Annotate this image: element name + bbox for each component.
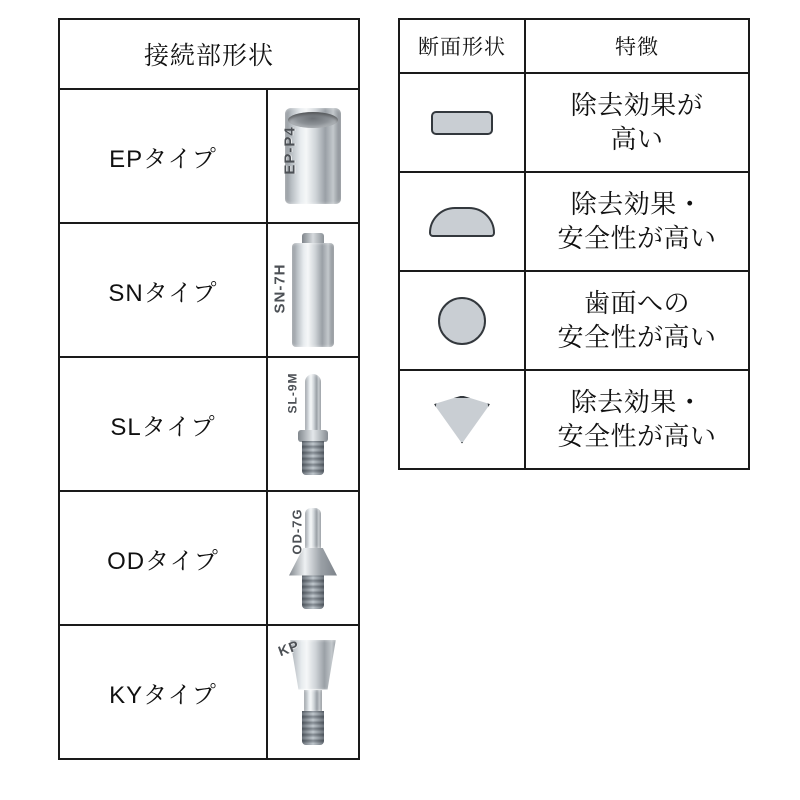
table-row bbox=[60, 90, 358, 224]
feature-line-2: 高い bbox=[610, 123, 664, 154]
feature-line-1: 除去効果・ bbox=[570, 387, 704, 418]
table-row bbox=[60, 492, 358, 626]
cross-section-cell bbox=[400, 371, 526, 468]
sl-pin-icon bbox=[305, 374, 321, 432]
table-row bbox=[60, 224, 358, 358]
connector-tip-od-image bbox=[268, 492, 358, 624]
cross-section-cell bbox=[400, 272, 526, 369]
feature-cell bbox=[526, 74, 748, 171]
table-row bbox=[60, 626, 358, 758]
feature-cell bbox=[526, 272, 748, 369]
rounded-rectangle-shape-icon bbox=[431, 111, 493, 135]
od-stem-icon bbox=[305, 508, 321, 548]
feature-line-2: 安全性が高い bbox=[557, 222, 717, 253]
table-row bbox=[400, 173, 748, 272]
feature-header-label: 特徴 bbox=[615, 36, 659, 59]
connector-type-label: ODタイプ bbox=[60, 492, 268, 624]
sl-etch-label: SL-9M bbox=[285, 372, 300, 414]
connector-type-label: KYタイプ bbox=[60, 626, 268, 758]
feature-line-2: 安全性が高い bbox=[557, 420, 717, 451]
dome-shape-icon bbox=[429, 207, 495, 237]
connector-type-label: SLタイプ bbox=[60, 358, 268, 490]
connector-shape-table bbox=[58, 18, 360, 760]
feature-line-2: 安全性が高い bbox=[557, 321, 717, 352]
connector-type-label: SNタイプ bbox=[60, 224, 268, 356]
table-header-row bbox=[400, 20, 748, 74]
sn-sleeve-icon bbox=[292, 243, 334, 347]
table-row bbox=[400, 272, 748, 371]
circle-shape-icon bbox=[438, 297, 486, 345]
shield-shape-icon bbox=[434, 396, 490, 444]
cross-section-table bbox=[398, 18, 750, 470]
ep-etch-label: EP-P4 bbox=[281, 126, 299, 175]
feature-line-1: 除去効果が bbox=[570, 90, 704, 121]
feature-line-1: 除去効果・ bbox=[570, 189, 704, 220]
od-thread-icon bbox=[302, 575, 324, 609]
ky-etch-label: KP bbox=[275, 636, 302, 660]
ky-thread-icon bbox=[302, 711, 324, 745]
connector-table-header: 接続部形状 bbox=[60, 20, 358, 90]
feature-cell bbox=[526, 371, 748, 468]
cross-section-header-label: 断面形状 bbox=[418, 36, 506, 59]
cross-section-cell bbox=[400, 173, 526, 270]
sl-thread-icon bbox=[302, 441, 324, 475]
cross-section-cell bbox=[400, 74, 526, 171]
table-row bbox=[400, 371, 748, 468]
connector-tip-sl-image bbox=[268, 358, 358, 490]
connector-type-label: EPタイプ bbox=[60, 90, 268, 222]
connector-tip-ep-image bbox=[268, 90, 358, 222]
sn-etch-label: SN-7H bbox=[271, 263, 289, 314]
table-row bbox=[400, 74, 748, 173]
cross-section-header-cell bbox=[400, 20, 526, 72]
table-row bbox=[60, 358, 358, 492]
sl-collar-icon bbox=[298, 430, 328, 442]
connector-tip-ky-image bbox=[268, 626, 358, 758]
connector-tip-sn-image bbox=[268, 224, 358, 356]
od-etch-label: OD-7G bbox=[289, 508, 305, 555]
feature-cell bbox=[526, 173, 748, 270]
feature-header-cell bbox=[526, 20, 748, 72]
feature-line-1: 歯面への bbox=[583, 288, 690, 319]
ky-neck-icon bbox=[304, 690, 322, 712]
